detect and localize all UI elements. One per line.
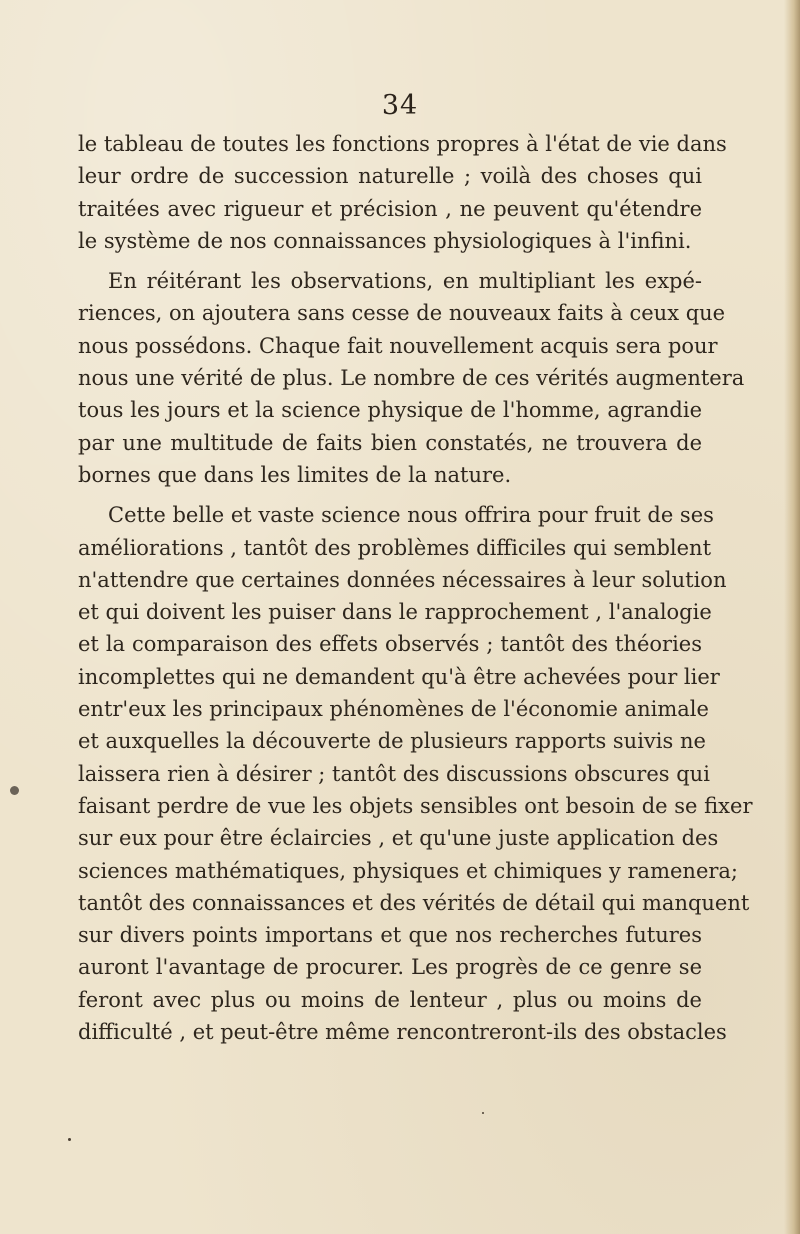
text-line: difficulté , et peut-être même rencontreront-ils des obstacles (78, 1020, 727, 1045)
paragraph-3 (78, 499, 753, 1048)
text-line: tous les jours et la science physique de l'homme, agrandie (78, 398, 702, 423)
text-line: et auxquelles la découverte de plusieurs rapports suivis ne (78, 729, 706, 754)
paper-speck (10, 786, 19, 795)
text-line: et la comparaison des effets observés ; tantôt des théories (78, 632, 702, 657)
text-line: le tableau de toutes les fonctions propres à l'état de vie dans (78, 132, 727, 156)
text-line: n'attendre que certaines données nécessaires à leur solution (78, 567, 727, 592)
text-line: laissera rien à désirer ; tantôt des discussions obscures qui (78, 761, 710, 786)
paper-speck (482, 1112, 484, 1114)
text-line: leur ordre de succession naturelle ; voilà des choses qui (78, 164, 702, 189)
text-line: auront l'avantage de procurer. Les progrès de ce genre se (78, 955, 702, 980)
body-text (78, 128, 753, 1056)
text-line: incomplettes qui ne demandent qu'à être achevées pour lier (78, 664, 720, 689)
text-line: bornes que dans les limites de la nature. (78, 462, 512, 487)
text-line: le système de nos connaissances physiologiques à l'infini. (78, 228, 692, 253)
text-line: entr'eux les principaux phénomènes de l'économie animale (78, 697, 709, 722)
text-line: sur divers points importans et que nos recherches futures (78, 923, 702, 948)
text-line: améliorations , tantôt des problèmes difficiles qui semblent (78, 535, 712, 560)
text-line: traitées avec rigueur et précision , ne peuvent qu'étendre (78, 196, 702, 221)
text-line: et qui doivent les puiser dans le rapprochement , l'analogie (78, 600, 712, 625)
text-line: Cette belle et vaste science nous offrira pour fruit de ses (108, 503, 714, 528)
text-line: par une multitude de faits bien constatés, ne trouvera de (78, 430, 702, 455)
text-line: feront avec plus ou moins de lenteur , plus ou moins de (78, 987, 702, 1012)
text-line: nous possédons. Chaque fait nouvellement acquis sera pour (78, 333, 718, 358)
text-line: En réitérant les observations, en multipliant les expé- (108, 269, 702, 294)
text-line: sciences mathématiques, physiques et chimiques y ramenera; (78, 858, 739, 883)
text-line: sur eux pour être éclaircies , et qu'une juste application des (78, 826, 719, 851)
text-line: riences, on ajoutera sans cesse de nouveaux faits à ceux que (78, 301, 726, 326)
text-line: nous une vérité de plus. Le nombre de ces vérités augmentera (78, 366, 745, 391)
text-line: faisant perdre de vue les objets sensibles ont besoin de se fixer (78, 793, 753, 818)
text-line: tantôt des connaissances et des vérités de détail qui manquent (78, 890, 750, 915)
page-number: 34 (381, 90, 419, 121)
paper-speck (68, 1138, 71, 1141)
paragraph-2 (78, 265, 745, 491)
paragraph-1 (78, 128, 727, 257)
